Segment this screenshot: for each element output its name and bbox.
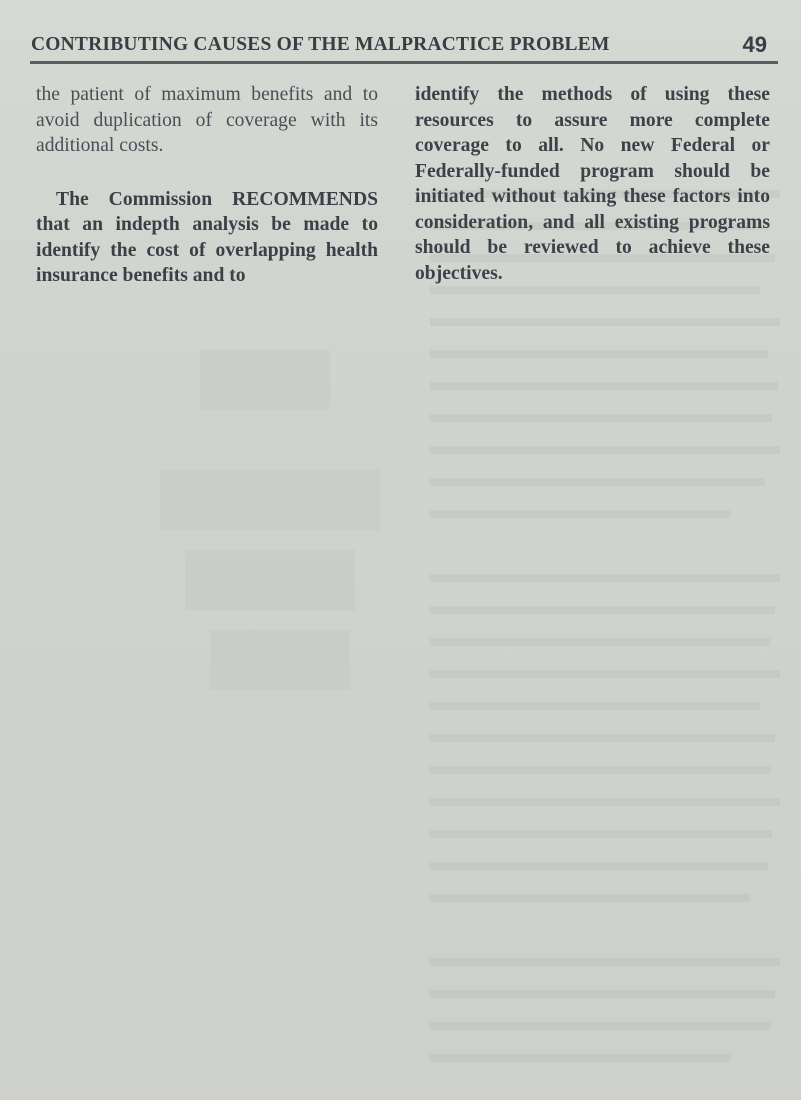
left-column [36,82,378,289]
left-paragraph-2: The Commission RECOMMENDS that an indepth analysis be made to identify the cost of overlapping health insurance benefits and to [36,188,378,286]
right-paragraph-1: identify the methods of using these resources to assure more complete coverage to all. No new Federal or Federally-funded program should be initiated without taking these factors into consideration, and all existing programs should be reviewed to achieve these objectives. [415,84,770,284]
page-number: 49 [742,32,767,57]
right-column [415,82,770,286]
page-header [27,30,777,60]
header-rule [30,61,778,64]
left-paragraph-1: the patient of maximum benefits and to avoid duplication of coverage with its additional costs. [36,84,378,156]
running-head: CONTRIBUTING CAUSES OF THE MALPRACTICE PROBLEM [31,34,610,55]
